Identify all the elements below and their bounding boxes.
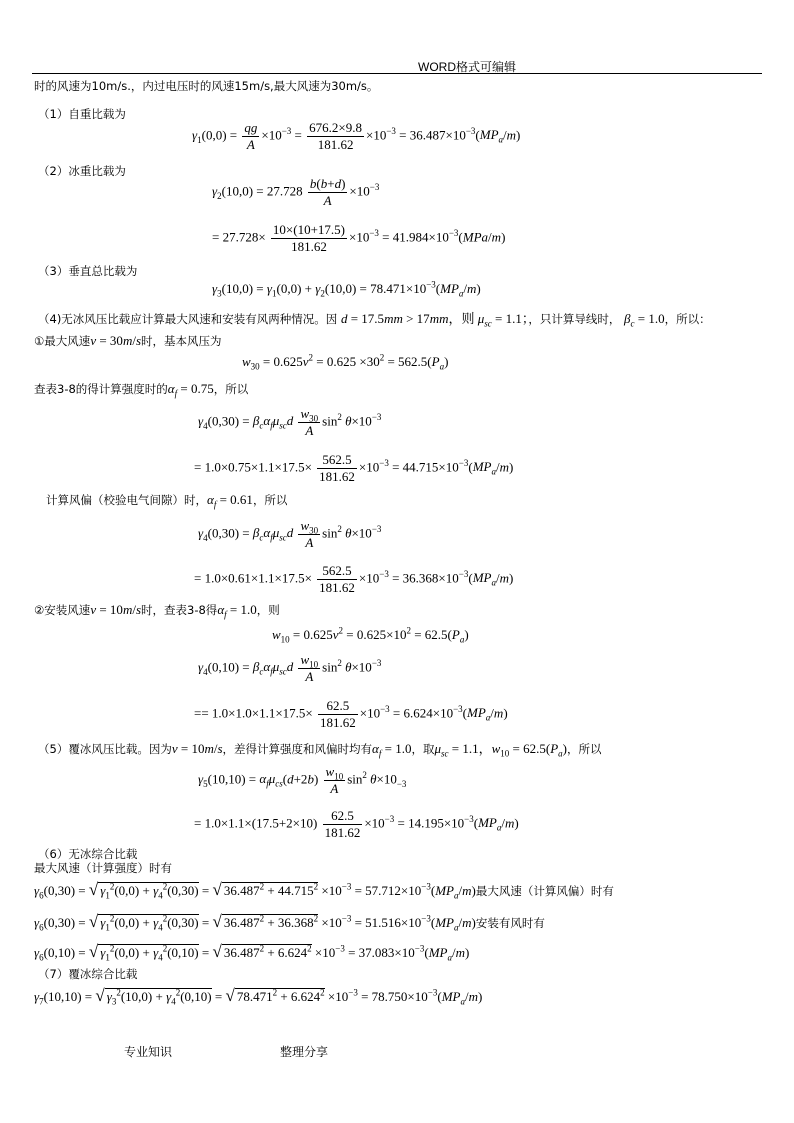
section-5-line: （5）覆冰风压比载。因为ν = 10m/s，差得计算强度和风偏时均有$\alpha_f = 1.0$，取$\mu_{sc} = 1.1$，$w_{10} = 62.5(P_a)$，所以 <box>38 741 602 759</box>
section-2-heading: （2）冰重比载为 <box>38 164 126 178</box>
equation-gamma1: $\gamma_1(0,0)$ = $\frac{qg}{A}$ $\times 10^{-3}$ = $\frac{676.2\times 9.8}{181.62}$ $\times 10^{-3} = 36.487\times 10^{-3}(MP_a/m)$ <box>192 120 521 152</box>
wind-deviation-line: 计算风偏（校验电气间隙）时，$\alpha_f = 0.61$，所以 <box>46 492 288 510</box>
equation-w10: $w_{10} = 0.625\nu^2 = 0.625\times 10^2 = 62.5(P_a)$ <box>272 625 469 645</box>
intro-line: 时的风速为10m/s.，内过电压时的风速15m/s,最大风速为30m/s。 <box>34 79 379 93</box>
equation-gamma6-010: $\gamma_6(0,10)$ = √ $\gamma_1^2(0,0) + \gamma_4^2(0,10)$ = √ $36.487^2 + 6.624^2 \times 10^{-3} = 37.083\times 10^{-3}(MP_a/m)$ <box>34 942 470 963</box>
section-6-install-label: 安装有风时有 <box>475 916 545 930</box>
table-3-8-line: 查表3-8的得计算强度时的$\alpha_f = 0.75$，所以 <box>34 381 249 399</box>
equation-gamma4-010-b: == 1.0×1.0×1.1×17.5× $\frac{62.5}{181.62}$ $\times 10^{-3} = 6.624\times 10^{-3}(MP_a/m)$ <box>194 698 508 730</box>
section-6-heading: （6）无冰综合比载 <box>38 847 138 861</box>
section-7-heading: （7）覆冰综合比载 <box>38 967 138 981</box>
equation-gamma5-b: = 1.0×1.1×(17.5+2×10) $\frac{62.5}{181.62}$ $\times 10^{-3} = 14.195\times 10^{-3}(MP_a/m)$ <box>194 808 519 840</box>
section-6-subheading: 最大风速（计算强度）时有 <box>34 861 172 875</box>
section-3-heading: （3）垂直总比载为 <box>38 264 138 278</box>
equation-gamma4-030-b: = 1.0×0.75×1.1×17.5× $\frac{562.5}{181.62}$ $\times 10^{-3} = 44.715\times 10^{-3}(MP_a/m)$ <box>194 452 514 484</box>
equation-gamma4-030-a: $\gamma_4(0,30) = \beta_c\alpha_f\mu_{sc}d$ $\frac{w_{30}}{A}$ $\sin^2 \theta\times 10^{-3}$ <box>198 406 382 438</box>
equation-gamma5-a: $\gamma_5(10,10) = \alpha_f\mu_{cs}(d+2b)$ $\frac{w_{10}}{A}$ $\sin^2 \theta\times 10_{-3}$ <box>198 764 407 796</box>
table-3-8-text-b: ，所以 <box>213 382 249 396</box>
case-1-text-a: ①最大风速 <box>34 334 91 348</box>
case-2-line: ②安装风速ν = 10m/s时，查表3-8得$\alpha_f = 1.0$，则 <box>34 602 280 620</box>
case-1-line: ①最大风速ν = 30m/s时，基本风压为 <box>34 333 222 348</box>
wind-deviation-text-a: 计算风偏（校验电气间隙）时， <box>46 493 207 507</box>
equation-gamma3: $\gamma_3(10,0) = \gamma_1(0,0) + \gamma_2(10,0) = 78.471\times 10^{-3}(MP_a/m)$ <box>212 279 481 299</box>
wind-deviation-text-b: ，所以 <box>252 493 288 507</box>
equation-w30: $w_{30} = 0.625\nu^2 = 0.625 \times 30^2 = 562.5(P_a)$ <box>242 352 449 372</box>
section-4-text-a: （4)无冰风压比载应计算最大风速和安装有风两种情况。因 <box>38 312 338 326</box>
header-title: WORD格式可编辑 <box>418 60 516 74</box>
section-4-text-b: ，只计算导线时， <box>528 312 621 326</box>
case-2-text-a: ②安装风速 <box>34 603 91 617</box>
table-3-8-text-a: 查表3-8的得计算强度时的 <box>34 382 168 396</box>
case-2-text-b: 时，查表3-8得 <box>141 603 218 617</box>
section-6-deviation-label: 最大风速（计算风偏）时有 <box>475 884 614 898</box>
section-5-text-d: ，所以 <box>566 742 602 756</box>
equation-gamma2-b: = 27.728× $\frac{10\times(10+17.5)}{181.62}$ $\times 10^{-3} = 41.984\times 10^{-3}(MPa/m)$ <box>212 222 506 254</box>
equation-gamma7: $\gamma_7(10,10)$ = √ $\gamma_3^2(10,0) + \gamma_4^2(0,10)$ = √ $78.471^2 + 6.624^2 \times 10^{-3} = 78.750\times 10^{-3}(MP_a/m)$ <box>34 986 483 1007</box>
equation-gamma6-030-deviation: $\gamma_6(0,30)$ = √ $\gamma_1^2(0,0) + \gamma_4^2(0,30)$ = √ $36.487^2 + 36.368^2 \times 10^{-3} = 51.516\times 10^{-3}(MP_a/m)$安装有风时有 <box>34 912 545 933</box>
equation-gamma6-030-strength: $\gamma_6(0,30)$ = √ $\gamma_1^2(0,0) + \gamma_4^2(0,30)$ = √ $36.487^2 + 44.715^2 \times 10^{-3} = 57.712\times 10^{-3}(MP_a/m)$最大风速（计算风偏）时有 <box>34 880 614 901</box>
case-1-text-b: 时，基本风压为 <box>141 334 222 348</box>
section-5-text-a: （5）覆冰风压比载。因为 <box>38 742 172 756</box>
footer-right: 整理分享 <box>280 1045 329 1059</box>
section-5-text-c: ，取 <box>411 742 435 756</box>
equation-gamma4-030-d: = 1.0×0.61×1.1×17.5× $\frac{562.5}{181.62}$ $\times 10^{-3} = 36.368\times 10^{-3}(MP_a/m)$ <box>194 563 514 595</box>
equation-gamma4-010-a: $\gamma_4(0,10) = \beta_c\alpha_f\mu_{sc}d$ $\frac{w_{10}}{A}$ $\sin^2 \theta\times 10^{-3}$ <box>198 652 382 684</box>
header-rule <box>32 73 762 74</box>
section-4-line: （4)无冰风压比载应计算最大风速和安装有风两种情况。因 d = 17.5mm > 17mm，则 $\mu_{sc} = 1.1$；，只计算导线时， $\beta_c = 1.0$，所以： <box>38 311 711 329</box>
footer-left: 专业知识 <box>124 1045 173 1059</box>
equation-gamma4-030-c: $\gamma_4(0,30) = \beta_c\alpha_f\mu_{sc}d$ $\frac{w_{30}}{A}$ $\sin^2 \theta\times 10^{-3}$ <box>198 518 382 550</box>
section-5-text-b: ，差得计算强度和风偏时均有 <box>222 742 373 756</box>
case-2-text-c: ，则 <box>256 603 280 617</box>
section-1-heading: （1）自重比载为 <box>38 107 126 121</box>
equation-gamma2-a: $\gamma_2(10,0) = 27.728$ $\frac{b(b+d)}{A}$ $\times 10^{-3}$ <box>212 176 380 208</box>
section-4-text-c: ，所以： <box>664 312 711 326</box>
